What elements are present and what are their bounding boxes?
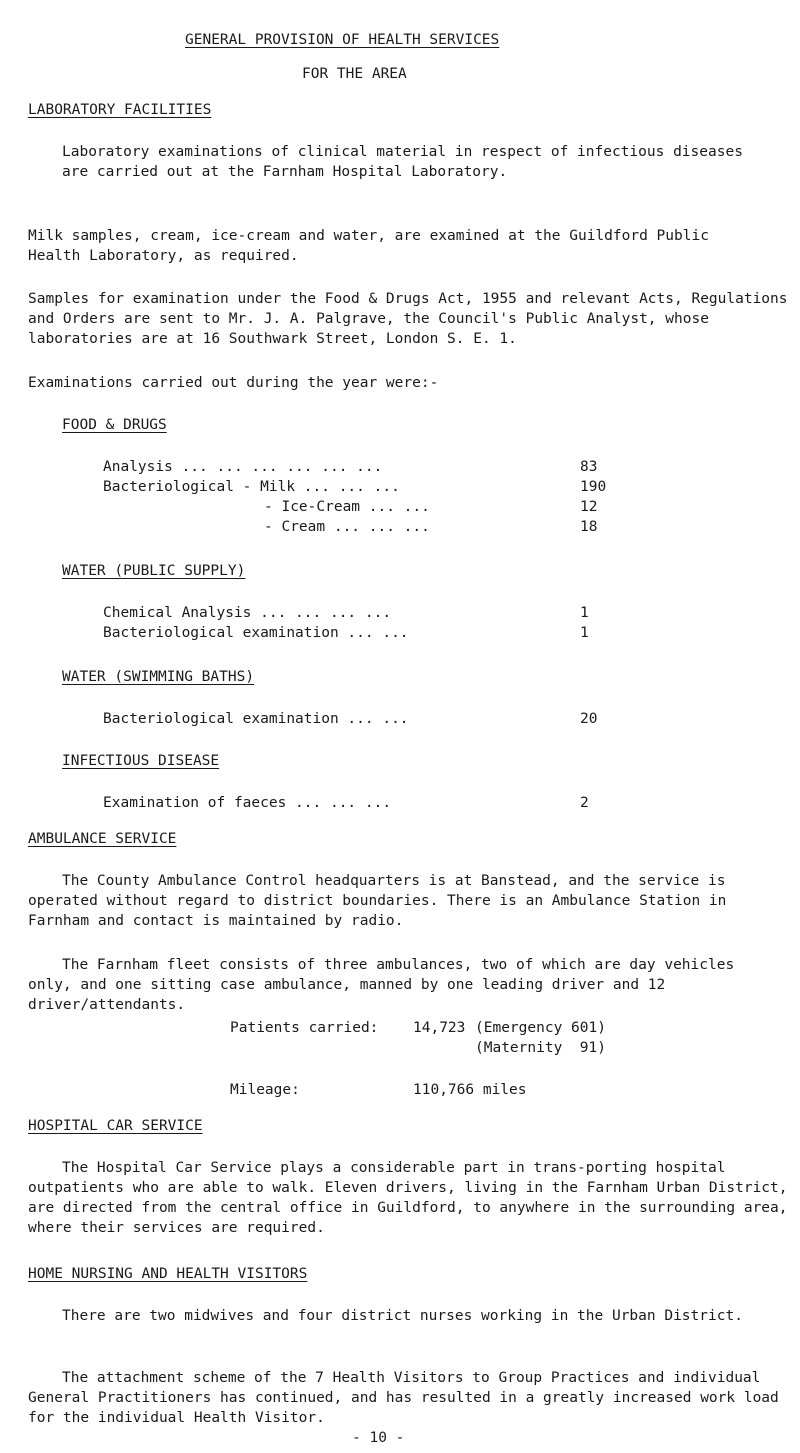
laboratory-para-2: [28, 226, 718, 266]
water-public-row-bact-value: 1: [580, 625, 589, 641]
infectious-row-label: Examination of faeces ... ... ...: [103, 795, 392, 811]
water-swimming-row-value: 20: [580, 711, 598, 727]
mileage-value: 110,766 miles: [413, 1082, 527, 1098]
laboratory-para-3: [28, 289, 798, 349]
home-nursing-para-2-text: The attachment scheme of the 7 Health Visitors to Group Practices and individual General Practitioners has continued, and has resulted in a greatly increased work load for the individual Health Visitor.: [28, 1370, 779, 1426]
water-public-row-chemical-label: Chemical Analysis ... ... ... ...: [103, 605, 392, 621]
infectious-row-value: 2: [580, 795, 589, 811]
hospital-car-para-1: [28, 1158, 798, 1238]
section-heading-laboratory: LABORATORY FACILITIES: [28, 102, 212, 118]
food-row-cream-value: 18: [580, 519, 598, 535]
section-heading-home-nursing: HOME NURSING AND HEALTH VISITORS: [28, 1266, 308, 1282]
ambulance-para-2-text: The Farnham fleet consists of three ambulances, two of which are day vehicles only, and one sitting case ambulance, manned by one leading driver and 12 driver/attendants.: [28, 957, 735, 1013]
laboratory-para-2-text: Milk samples, cream, ice-cream and water, are examined at the Guildford Public Health Laboratory, as required.: [28, 228, 709, 264]
food-row-analysis-label: Analysis ... ... ... ... ... ...: [103, 459, 383, 475]
water-public-row-bact-label: Bacteriological examination ... ...: [103, 625, 409, 641]
food-row-analysis-value: 83: [580, 459, 598, 475]
section-heading-water-swimming: WATER (SWIMMING BATHS): [62, 669, 255, 685]
section-heading-ambulance: AMBULANCE SERVICE: [28, 831, 177, 847]
food-row-icecream-label: - Ice-Cream ... ...: [264, 499, 430, 515]
patients-carried-value: 14,723: [413, 1020, 466, 1036]
laboratory-para-1: [62, 142, 752, 182]
section-heading-infectious: INFECTIOUS DISEASE: [62, 753, 220, 769]
patients-maternity: (Maternity 91): [475, 1040, 606, 1056]
page-title: GENERAL PROVISION OF HEALTH SERVICES: [185, 32, 500, 48]
home-nursing-para-1: [28, 1306, 748, 1326]
water-public-row-chemical-value: 1: [580, 605, 589, 621]
page-number: - 10 -: [352, 1430, 405, 1446]
ambulance-para-1: [28, 871, 748, 931]
section-heading-hospital-car: HOSPITAL CAR SERVICE: [28, 1118, 203, 1134]
water-swimming-row-label: Bacteriological examination ... ...: [103, 711, 409, 727]
section-heading-food-drugs: FOOD & DRUGS: [62, 417, 167, 433]
patients-emergency: (Emergency 601): [475, 1020, 606, 1036]
section-heading-water-public: WATER (PUBLIC SUPPLY): [62, 563, 246, 579]
food-row-milk-label: Bacteriological - Milk ... ... ...: [103, 479, 400, 495]
food-row-icecream-value: 12: [580, 499, 598, 515]
hospital-car-para-1-text: The Hospital Car Service plays a considerable part in trans-porting hospital outpatients who are able to walk. Eleven drivers, living in the Farnham Urban District, are directed from the central office in Guildford, to anywhere in the surrounding area, where their services are required.: [28, 1160, 788, 1236]
ambulance-para-1-text: The County Ambulance Control headquarters is at Banstead, and the service is operated without regard to district boundaries. There is an Ambulance Station in Farnham and contact is maintained by radio.: [28, 873, 727, 929]
food-row-milk-value: 190: [580, 479, 607, 495]
home-nursing-para-1-text: There are two midwives and four district nurses working in the Urban District.: [62, 1308, 743, 1324]
laboratory-para-3-text: Samples for examination under the Food & Drugs Act, 1955 and relevant Acts, Regulations and Orders are sent to Mr. J. A. Palgrave, the Council's Public Analyst, whose laboratories are at 16 Southwark Street, London S. E. 1.: [28, 291, 788, 347]
mileage-label: Mileage:: [230, 1082, 300, 1098]
ambulance-para-2: [28, 955, 748, 1015]
laboratory-para-1-text: Laboratory examinations of clinical material in respect of infectious diseases are carried out at the Farnham Hospital Laboratory.: [62, 144, 743, 180]
home-nursing-para-2: [28, 1368, 798, 1428]
page-subtitle: FOR THE AREA: [302, 66, 407, 82]
patients-carried-label: Patients carried:: [230, 1020, 379, 1036]
food-row-cream-label: - Cream ... ... ...: [264, 519, 430, 535]
examinations-intro: Examinations carried out during the year were:-: [28, 375, 439, 391]
